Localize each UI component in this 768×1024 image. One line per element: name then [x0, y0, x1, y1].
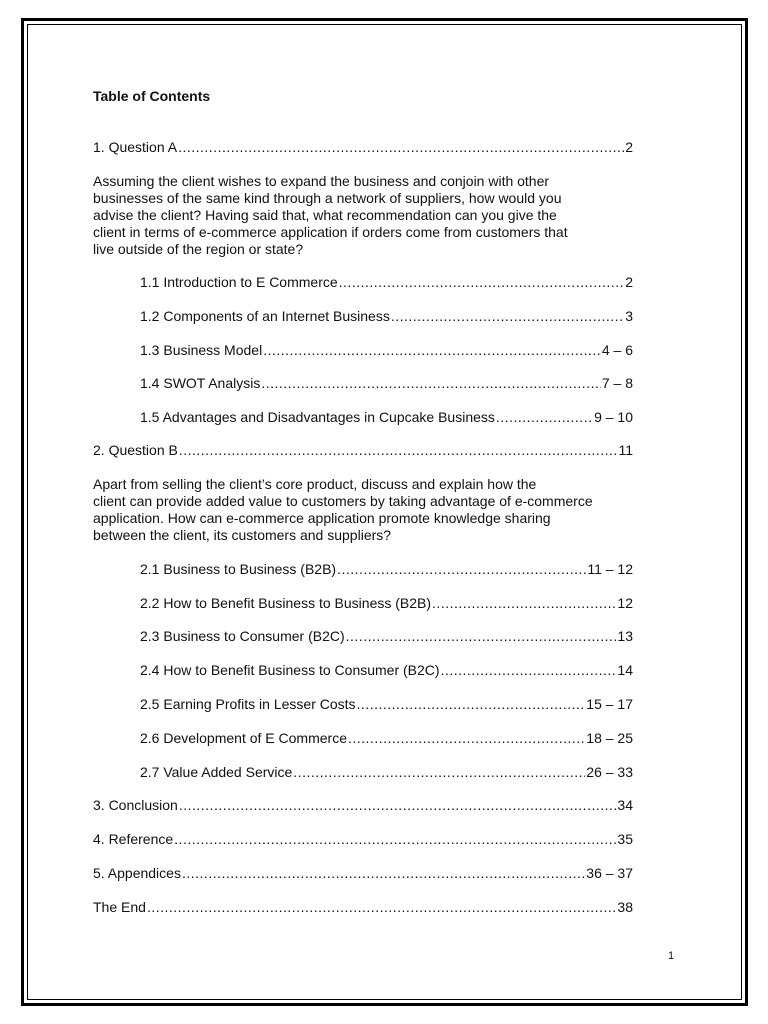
toc-leader-dots — [263, 342, 601, 359]
toc-entry-label: 1. Question A — [93, 139, 178, 155]
question-a-line: Assuming the client wishes to expand the business and conjoin with other — [93, 173, 550, 189]
toc-entry-reference — [93, 831, 633, 848]
toc-entry-1-3 — [140, 342, 633, 359]
toc-leader-dots — [346, 628, 617, 645]
toc-entry-page: 15 – 17 — [586, 696, 633, 712]
toc-entry-label: 2.2 How to Benefit Business to Business (B2B) — [140, 595, 432, 611]
toc-entry-page: 7 – 8 — [601, 375, 633, 391]
toc-entry-label: 3. Conclusion — [93, 797, 178, 813]
toc-entry-page: 11 – 12 — [587, 561, 633, 577]
toc-entry-1-2 — [140, 308, 633, 325]
toc-leader-dots — [261, 375, 601, 392]
toc-leader-dots — [357, 696, 586, 713]
toc-leader-dots — [174, 831, 616, 848]
toc-entry-page: 3 — [625, 308, 633, 324]
toc-entry-label: 2.5 Earning Profits in Lesser Costs — [140, 696, 356, 712]
toc-entry-page: 2 — [625, 274, 633, 290]
page-number: 1 — [668, 950, 675, 962]
toc-entry-appendices — [93, 865, 633, 882]
toc-entry-page: 11 — [618, 442, 633, 458]
toc-entry-label: 1.4 SWOT Analysis — [140, 375, 261, 391]
toc-leader-dots — [441, 662, 617, 679]
question-b-text — [93, 476, 653, 544]
toc-leader-dots — [496, 409, 593, 426]
toc-entry-label: 1.3 Business Model — [140, 342, 263, 358]
question-a-line: client in terms of e-commerce application if orders come from customers that — [93, 224, 568, 240]
toc-entry-page: 9 – 10 — [594, 409, 633, 425]
question-a-line: live outside of the region or state? — [93, 241, 304, 257]
question-a-line: businesses of the same kind through a network of suppliers, how would you — [93, 190, 562, 206]
toc-entry-2-1 — [140, 561, 633, 578]
toc-entry-conclusion — [93, 797, 633, 814]
toc-entry-2-5 — [140, 696, 633, 713]
question-a-line: advise the client? Having said that, what recommendation can you give the — [93, 207, 557, 223]
toc-entry-2-3 — [140, 628, 633, 645]
toc-entry-page: 14 — [617, 662, 633, 678]
toc-leader-dots — [178, 139, 624, 156]
toc-entry-1-5 — [140, 409, 633, 426]
document-page — [93, 0, 633, 1024]
toc-leader-dots — [179, 442, 618, 459]
toc-entry-label: 2.3 Business to Consumer (B2C) — [140, 628, 345, 644]
toc-entry-question-b — [93, 442, 633, 459]
question-a-text — [93, 173, 653, 258]
question-b-line: client can provide added value to customers by taking advantage of e-commerce — [93, 493, 593, 509]
toc-entry-page: 2 — [625, 139, 633, 155]
toc-entry-question-a — [93, 139, 633, 156]
toc-entry-label: 4. Reference — [93, 831, 174, 847]
toc-entry-label: 1.5 Advantages and Disadvantages in Cupcake Business — [140, 409, 495, 425]
toc-leader-dots — [432, 595, 616, 612]
toc-entry-1-1 — [140, 274, 633, 291]
toc-leader-dots — [293, 764, 585, 781]
toc-entry-page: 13 — [617, 628, 633, 644]
toc-entry-label: 2.1 Business to Business (B2B) — [140, 561, 337, 577]
toc-leader-dots — [348, 730, 585, 747]
toc-leader-dots — [147, 899, 616, 916]
toc-entry-2-4 — [140, 662, 633, 679]
question-b-line: Apart from selling the client’s core product, discuss and explain how the — [93, 476, 537, 492]
toc-entry-label: 2. Question B — [93, 442, 178, 458]
toc-entry-2-6 — [140, 730, 633, 747]
toc-entry-label: 5. Appendices — [93, 865, 181, 881]
toc-entry-2-7 — [140, 764, 633, 781]
toc-entry-page: 38 — [617, 899, 633, 915]
toc-entry-page: 36 – 37 — [586, 865, 633, 881]
toc-leader-dots — [339, 274, 625, 291]
toc-leader-dots — [391, 308, 624, 325]
toc-entry-page: 35 — [617, 831, 633, 847]
toc-entry-label: 1.1 Introduction to E Commerce — [140, 274, 338, 290]
toc-leader-dots — [179, 797, 617, 814]
toc-leader-dots — [182, 865, 585, 882]
toc-entry-page: 12 — [617, 595, 633, 611]
question-b-line: between the client, its customers and suppliers? — [93, 527, 392, 543]
toc-entry-the-end — [93, 899, 633, 916]
toc-title: Table of Contents — [93, 88, 211, 104]
question-b-line: application. How can e-commerce application promote knowledge sharing — [93, 510, 551, 526]
toc-entry-label: 1.2 Components of an Internet Business — [140, 308, 390, 324]
toc-entry-label: The End — [93, 899, 146, 915]
toc-entry-label: 2.6 Development of E Commerce — [140, 730, 347, 746]
toc-entry-page: 34 — [617, 797, 633, 813]
toc-entry-label: 2.4 How to Benefit Business to Consumer (B2C) — [140, 662, 440, 678]
toc-entry-page: 18 – 25 — [586, 730, 633, 746]
toc-entry-page: 26 – 33 — [586, 764, 633, 780]
toc-entry-2-2 — [140, 595, 633, 612]
toc-leader-dots — [337, 561, 586, 578]
toc-entry-page: 4 – 6 — [601, 342, 633, 358]
toc-entry-label: 2.7 Value Added Service — [140, 764, 293, 780]
toc-entry-1-4 — [140, 375, 633, 392]
